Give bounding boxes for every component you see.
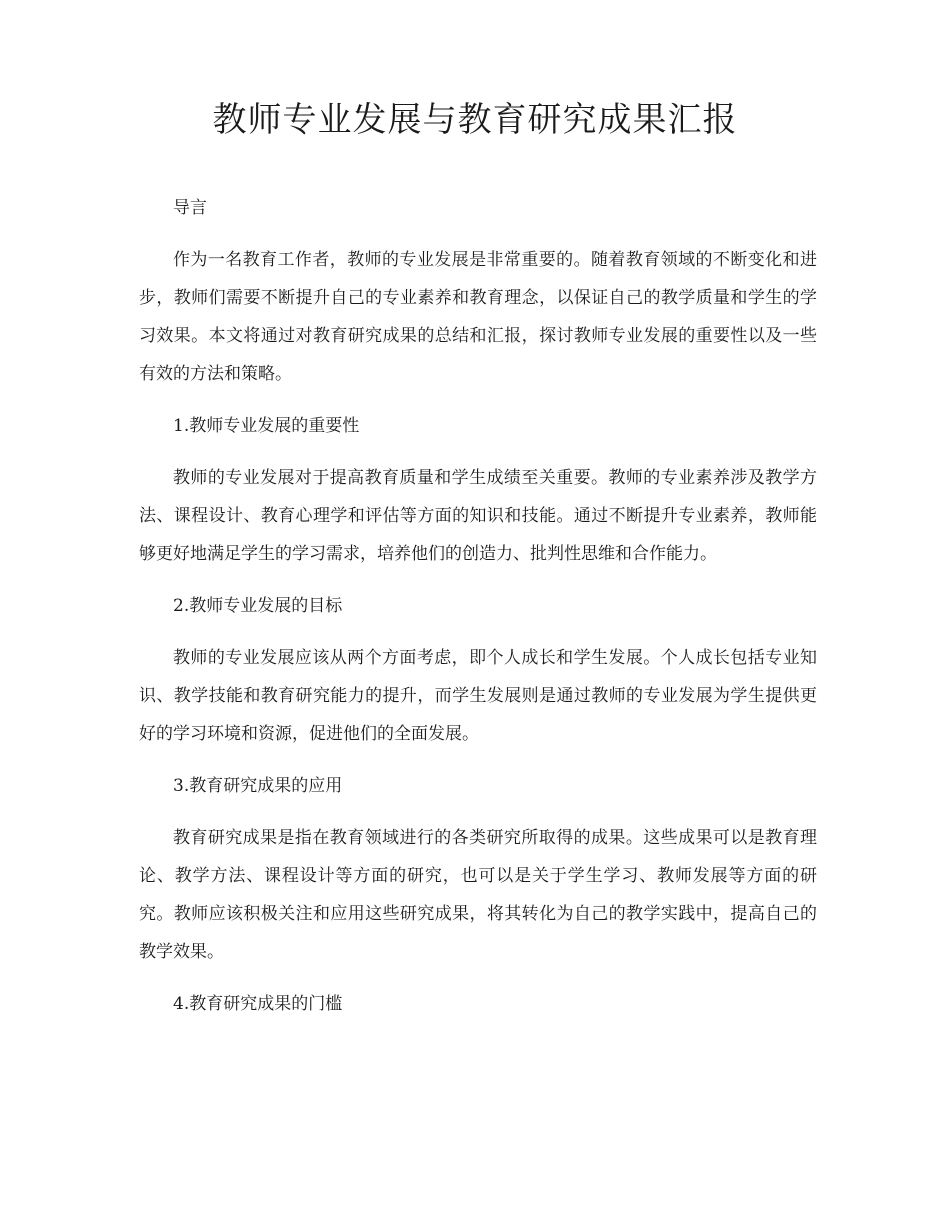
document-title: 教师专业发展与教育研究成果汇报 (212, 100, 738, 140)
section-paragraph-2: 教师的专业发展应该从两个方面考虑，即个人成长和学生发展。个人成长包括专业知识、教学技能和教育研究能力的提升，而学生发展则是通过教师的专业发展为学生提供更好的学习环境和资源，促进他们的全面发展。 (139, 648, 817, 744)
section-paragraph-1: 教师的专业发展对于提高教育质量和学生成绩至关重要。教师的专业素养涉及教学方法、课程设计、教育心理学和评估等方面的知识和技能。通过不断提升专业素养，教师能够更好地满足学生的学习需求，培养他们的创造力、批判性思维和合作能力。 (139, 468, 817, 564)
section-heading-1: 1.教师专业发展的重要性 (173, 416, 360, 436)
section-paragraph-intro: 作为一名教育工作者，教师的专业发展是非常重要的。随着教育领域的不断变化和进步，教师们需要不断提升自己的专业素养和教育理念，以保证自己的教学质量和学生的学习效果。本文将通过对教育研究成果的总结和汇报，探讨教师专业发展的重要性以及一些有效的方法和策略。 (139, 250, 817, 384)
section-heading-4: 4.教育研究成果的门槛 (173, 994, 343, 1014)
section-heading-2: 2.教师专业发展的目标 (173, 596, 343, 616)
document-body (139, 189, 817, 1023)
section-heading-intro: 导言 (173, 198, 207, 218)
section-paragraph-3: 教育研究成果是指在教育领域进行的各类研究所取得的成果。这些成果可以是教育理论、教学方法、课程设计等方面的研究，也可以是关于学生学习、教师发展等方面的研究。教师应该积极关注和应用这些研究成果，将其转化为自己的教学实践中，提高自己的教学效果。 (139, 828, 817, 962)
section-heading-3: 3.教育研究成果的应用 (173, 776, 343, 796)
